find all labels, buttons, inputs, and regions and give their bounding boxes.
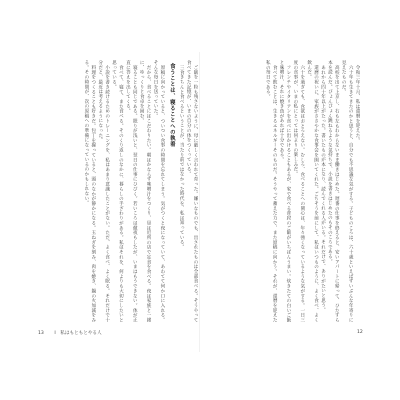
right-paragraph-4: あれから四十年以上がたった。書いたものが本になり、読んでくれる人がいる。それだけで、ありがたいと思う。 — [320, 64, 326, 312]
right-paragraph-3: 高校を出て上京し、右も左もわからないまま働きはじめた。遅番の仕事を終えると、安いアパートに帰って、ひたすら本を読んだ。ぴょんぴょん跳ねるような気持ちで、小説を書きはじめたのもそのころである。 — [327, 60, 340, 322]
left-paragraph-4: だから、食べることにはこだわりたい。朝はかならず味噌汁をつくり、昼は近所の店で定食を食べる。夜は家族と一緒に、ゆっくりと食卓を囲む。 — [139, 60, 152, 322]
left-paragraph-2: 三食きちんと食べるということが、当たり前ではなかった時代を、私は知っている。 — [179, 64, 185, 249]
right-paragraph-1: 令和三年十月、私は還暦を迎えた。 — [355, 64, 360, 143]
left-page-number: 13 — [38, 331, 44, 336]
left-folio — [38, 330, 102, 336]
right-folio — [357, 330, 363, 335]
left-page — [38, 60, 198, 322]
right-paragraph-8: 食べて飲むことは、生きるエネルギーそのものだ。そうやって蓄えた力で、また原稿に向かう。それが、還暦を迎えた私の毎日である。 — [265, 60, 278, 322]
right-paragraph-6: 六十を過ぎても、食欲はおとろえない。むしろ、食べることへの関心は、年々強くなっているような気がする。一日三度の食事が、いまの私にとっては何よりの楽しみだ。 — [292, 60, 305, 322]
left-paragraph-5: 寝ることも同じである。眠りが浅いと、翌日の仕事にひびく。若いころは徹夜もしたが、いまはもうできない。体が正直に答えを出してくる。 — [125, 60, 138, 322]
right-paragraph-2: 六十年も生きてきたのかと思うと、自分でも不思議な気がする。子どものころは、六十歳といえばずいぶんな年寄りに見えたものだ。 — [341, 60, 354, 322]
left-paragraph-8: 料理をつくることも好きだ。包丁を握っていると、頭のなかが静かになる。玉ねぎを刻み、肉を焼き、鍋の火加減をみる。その時間が、次の原稿への準備になっているのかもしれない。 — [83, 60, 96, 322]
left-paragraph-1: ご飯を一粒も残さないように、母に厳しく言われて育った。嫌いなものでも、出されたものは全部食べる。そうやって食べてきた記憶が、いまの自分の体をつくっている。 — [186, 60, 198, 322]
left-paragraph-3: 原稿に向かっていると、ついつい食事の時間を忘れてしまう。気がつくと夜になっていて、あわてて何か口に入れる。そんな毎日を送っていた。 — [152, 60, 165, 322]
left-page-text — [38, 60, 198, 322]
right-page-number: 12 — [357, 330, 363, 335]
left-paragraph-6: 食べて、寝て、また食べる。そのくり返しのなかに、暮らしの手ざわりがある。私はそれを、何よりも大切にしたいと思っている。 — [111, 60, 124, 322]
right-page — [210, 60, 360, 322]
right-paragraph-7: フレンチやイタリアンを食べに出かけることもあるが、家で食べる普段のご飯がいちばんうまい。炊きたての白いご飯と味噌汁、それに焼き魚があれば十分である。 — [279, 60, 291, 322]
page-gutter — [199, 52, 200, 352]
right-paragraph-5: 還暦の祝いに、家族がささやかな食事会を開いてくれた。ごちそうを前にして、私はいつものように、よく食べ、よく飲んだ。 — [306, 60, 319, 322]
running-head: Ⅰ 私はもともとやる人 — [54, 331, 102, 336]
section-heading: 食うことは、寝ることへの執着 — [168, 63, 175, 147]
right-page-text — [210, 60, 360, 322]
left-paragraph-7: 小説を書き続けるためのトレーニングを、私はあまり意識したことがない。ただ、よく食べ、よく眠る。それだけで十分だと、最近は考えるようになった。 — [97, 60, 110, 322]
